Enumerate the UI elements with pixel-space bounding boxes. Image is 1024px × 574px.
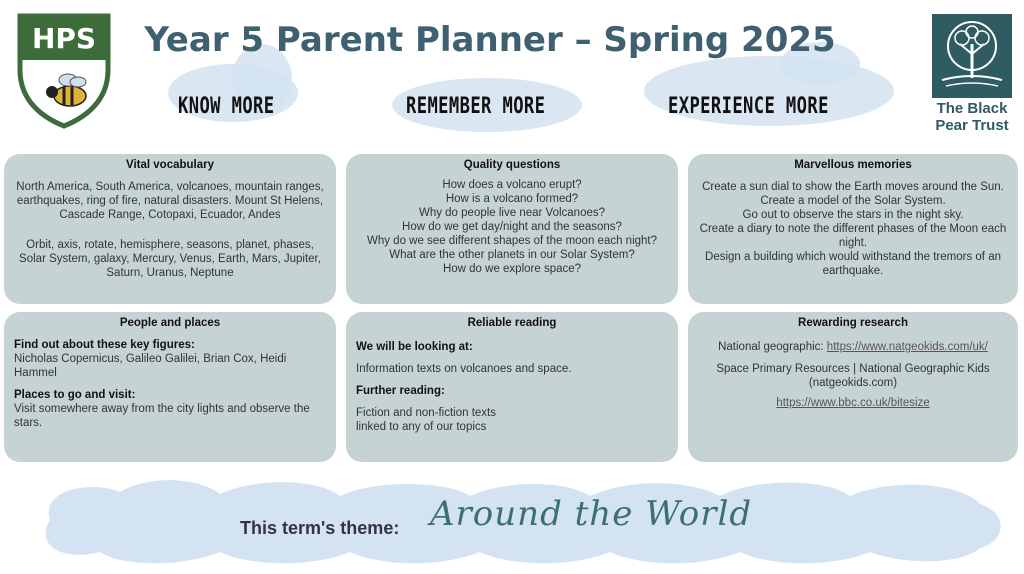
vocab-space: Orbit, axis, rotate, hemisphere, seasons, planet, phases, Solar System, galaxy, Mercury, Venus, Earth, Mars, Jupiter, Saturn, Uranus, Neptune <box>19 239 321 279</box>
memory-item: Go out to observe the stars in the night sky. <box>742 209 964 221</box>
panel-quality-questions <box>346 154 678 304</box>
theme-label: This term's theme: <box>240 518 400 538</box>
column-heading-remember: REMEMBER MORE <box>406 94 546 119</box>
further-reading-text: Fiction and non-fiction texts <box>356 407 496 419</box>
natgeo-link[interactable]: https://www.natgeokids.com/uk/ <box>826 341 988 353</box>
question-item: How does a volcano erupt? <box>442 179 582 191</box>
tree-icon <box>932 14 1012 98</box>
question-item: How is a volcano formed? <box>445 193 579 205</box>
places-heading: Places to go and visit: <box>14 389 136 401</box>
question-item: Why do we see different shapes of the moon each night? <box>366 235 658 247</box>
question-item: How do we get day/night and the seasons? <box>402 221 622 233</box>
trust-logo <box>932 14 1012 98</box>
panel-title: People and places <box>119 317 221 329</box>
panel-title: Quality questions <box>463 159 561 171</box>
key-figures-text: Nicholas Copernicus, Galileo Galilei, Brian Cox, Heidi Hammel <box>14 353 287 379</box>
school-logo-text: HPS <box>31 22 97 55</box>
space-resources-text: Space Primary Resources | National Geographic Kids (natgeokids.com) <box>716 363 990 389</box>
trust-name <box>926 100 1018 134</box>
page-title: Year 5 Parent Planner – Spring 2025 <box>144 20 836 60</box>
further-reading-heading: Further reading: <box>356 385 445 397</box>
column-heading-experience: EXPERIENCE MORE <box>668 94 829 119</box>
trust-name-line2: Pear Trust <box>935 117 1009 134</box>
natgeo-line <box>696 340 1010 354</box>
panel-title: Reliable reading <box>467 317 557 329</box>
column-heading-know: KNOW MORE <box>178 94 275 119</box>
bitesize-link[interactable]: https://www.bbc.co.uk/bitesize <box>776 397 930 409</box>
panel-title: Vital vocabulary <box>126 159 214 171</box>
natgeo-label: National geographic: <box>718 341 827 353</box>
memory-item: Create a diary to note the different phases of the Moon each night. <box>699 223 1007 249</box>
memory-item: Design a building which would withstand the tremors of an earthquake. <box>705 251 1001 277</box>
question-item: How do we explore space? <box>442 263 582 275</box>
memory-item: Create a sun dial to show the Earth moves around the Sun. <box>702 181 1004 193</box>
panel-title: Rewarding research <box>798 317 908 329</box>
key-figures-heading: Find out about these key figures: <box>14 339 195 351</box>
panel-vital-vocabulary <box>4 154 336 304</box>
question-item: What are the other planets in our Solar System? <box>389 249 635 261</box>
school-shield-logo <box>14 10 114 130</box>
panel-title: Marvellous memories <box>794 159 912 171</box>
vocab-geography: North America, South America, volcanoes, mountain ranges, earthquakes, ring of fire, natural disasters. Mount St Helens, Cascade Range, Cotopaxi, Ecuador, Andes <box>16 181 324 221</box>
panel-reliable-reading <box>346 312 678 462</box>
panel-rewarding-research <box>688 312 1018 462</box>
theme-name: Around the World <box>430 494 753 534</box>
question-item: Why do people live near Volcanoes? <box>418 207 606 219</box>
memory-list <box>698 180 1008 278</box>
trust-name-line1: The Black <box>936 100 1008 117</box>
question-list <box>362 178 662 276</box>
looking-at-text: Information texts on volcanoes and space. <box>356 363 572 375</box>
memory-item: Create a model of the Solar System. <box>760 195 946 207</box>
panel-marvellous-memories <box>688 154 1018 304</box>
further-reading-text: linked to any of our topics <box>356 421 487 433</box>
panel-people-and-places <box>4 312 336 462</box>
bitesize-line <box>696 396 1010 410</box>
looking-at-heading: We will be looking at: <box>356 341 473 353</box>
places-text: Visit somewhere away from the city lights and observe the stars. <box>14 403 310 429</box>
